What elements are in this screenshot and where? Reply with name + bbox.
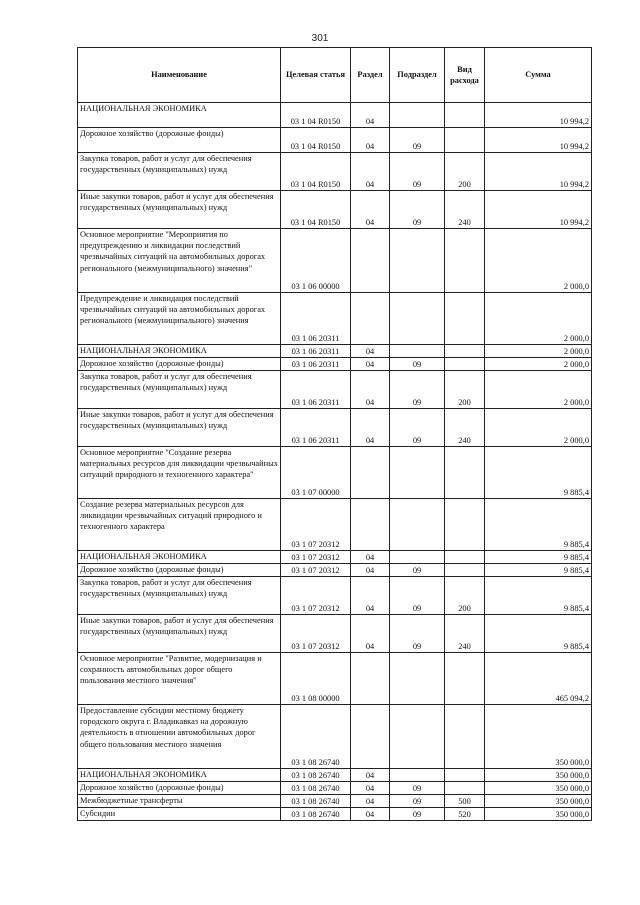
row-target: 03 1 04 R0150 <box>281 128 351 153</box>
row-subsection <box>390 229 445 293</box>
row-section <box>351 229 390 293</box>
row-amount: 350 000,0 <box>485 795 592 808</box>
row-name: Основное мероприятие "Мероприятия по предупреждению и ликвидации последствий чрезвычайных ситуаций на автомобильных дорогах регионального (межмуниципального) значения" <box>78 229 281 293</box>
row-subsection <box>390 345 445 358</box>
table-row <box>78 409 592 447</box>
header-amount: Сумма <box>485 48 592 103</box>
row-target: 03 1 06 20311 <box>281 345 351 358</box>
row-expense-type <box>445 128 485 153</box>
row-section <box>351 499 390 551</box>
table-row <box>78 358 592 371</box>
row-target: 03 1 08 26740 <box>281 705 351 769</box>
row-subsection: 09 <box>390 358 445 371</box>
row-subsection <box>390 705 445 769</box>
row-target: 03 1 04 R0150 <box>281 191 351 229</box>
table-row <box>78 653 592 705</box>
row-amount: 9 885,4 <box>485 615 592 653</box>
row-name: Межбюджетные трансферты <box>78 795 281 808</box>
row-expense-type <box>445 705 485 769</box>
row-name: Иные закупки товаров, работ и услуг для обеспечения государственных (муниципальных) нужд <box>78 409 281 447</box>
row-expense-type <box>445 358 485 371</box>
row-expense-type <box>445 564 485 577</box>
row-amount: 9 885,4 <box>485 577 592 615</box>
row-expense-type: 500 <box>445 795 485 808</box>
table-row <box>78 551 592 564</box>
row-expense-type <box>445 447 485 499</box>
row-expense-type: 200 <box>445 577 485 615</box>
row-subsection <box>390 653 445 705</box>
row-target: 03 1 04 R0150 <box>281 153 351 191</box>
row-target: 03 1 06 20311 <box>281 409 351 447</box>
row-amount: 2 000,0 <box>485 371 592 409</box>
row-target: 03 1 08 00000 <box>281 653 351 705</box>
row-name: Иные закупки товаров, работ и услуг для обеспечения государственных (муниципальных) нужд <box>78 615 281 653</box>
row-subsection <box>390 293 445 345</box>
row-amount: 10 994,2 <box>485 103 592 128</box>
row-subsection: 09 <box>390 808 445 821</box>
row-subsection: 09 <box>390 128 445 153</box>
row-section <box>351 705 390 769</box>
row-subsection: 09 <box>390 795 445 808</box>
row-amount: 9 885,4 <box>485 499 592 551</box>
table-row <box>78 103 592 128</box>
row-subsection: 09 <box>390 153 445 191</box>
row-target: 03 1 07 20312 <box>281 564 351 577</box>
table-row <box>78 191 592 229</box>
table-row <box>78 769 592 782</box>
row-name: НАЦИОНАЛЬНАЯ ЭКОНОМИКА <box>78 345 281 358</box>
row-amount: 10 994,2 <box>485 191 592 229</box>
row-target: 03 1 06 20311 <box>281 358 351 371</box>
row-name: Закупка товаров, работ и услуг для обеспечения государственных (муниципальных) нужд <box>78 577 281 615</box>
row-section: 04 <box>351 191 390 229</box>
row-amount: 9 885,4 <box>485 447 592 499</box>
row-section: 04 <box>351 795 390 808</box>
row-target: 03 1 07 20312 <box>281 615 351 653</box>
table-row <box>78 795 592 808</box>
table-row <box>78 128 592 153</box>
row-name: НАЦИОНАЛЬНАЯ ЭКОНОМИКА <box>78 551 281 564</box>
row-subsection: 09 <box>390 577 445 615</box>
row-amount: 9 885,4 <box>485 551 592 564</box>
row-amount: 350 000,0 <box>485 808 592 821</box>
table-row <box>78 293 592 345</box>
row-expense-type <box>445 293 485 345</box>
row-expense-type <box>445 653 485 705</box>
header-expense-type: Вид расхода <box>445 48 485 103</box>
row-expense-type: 200 <box>445 153 485 191</box>
row-expense-type <box>445 103 485 128</box>
row-subsection <box>390 769 445 782</box>
row-expense-type <box>445 769 485 782</box>
row-target: 03 1 06 20311 <box>281 293 351 345</box>
header-subsection: Подраздел <box>390 48 445 103</box>
row-amount: 2 000,0 <box>485 345 592 358</box>
row-section: 04 <box>351 358 390 371</box>
row-name: Предупреждение и ликвидация последствий чрезвычайных ситуаций на автомобильных дорогах регионального (межмуниципального) значения <box>78 293 281 345</box>
row-section: 04 <box>351 371 390 409</box>
header-target-article: Целевая статья <box>281 48 351 103</box>
row-section: 04 <box>351 345 390 358</box>
row-name: Дорожное хозяйство (дорожные фонды) <box>78 564 281 577</box>
row-subsection: 09 <box>390 371 445 409</box>
row-target: 03 1 07 00000 <box>281 447 351 499</box>
row-section: 04 <box>351 769 390 782</box>
row-section: 04 <box>351 103 390 128</box>
row-target: 03 1 08 26740 <box>281 795 351 808</box>
row-name: Закупка товаров, работ и услуг для обеспечения государственных (муниципальных) нужд <box>78 371 281 409</box>
row-amount: 2 000,0 <box>485 229 592 293</box>
row-amount: 10 994,2 <box>485 128 592 153</box>
row-subsection <box>390 551 445 564</box>
row-target: 03 1 07 20312 <box>281 577 351 615</box>
row-section: 04 <box>351 577 390 615</box>
row-expense-type <box>445 782 485 795</box>
row-section: 04 <box>351 153 390 191</box>
header-name: Наименование <box>78 48 281 103</box>
row-section <box>351 653 390 705</box>
row-subsection: 09 <box>390 191 445 229</box>
row-subsection <box>390 499 445 551</box>
row-expense-type: 240 <box>445 615 485 653</box>
table-row <box>78 371 592 409</box>
row-section: 04 <box>351 782 390 795</box>
row-target: 03 1 07 20312 <box>281 499 351 551</box>
table-row <box>78 345 592 358</box>
row-amount: 2 000,0 <box>485 358 592 371</box>
row-expense-type: 240 <box>445 191 485 229</box>
row-subsection: 09 <box>390 564 445 577</box>
row-name: Предоставление субсидии местному бюджету городского округа г. Владикавказ на дорожную деятельность в отношении автомобильных дорог общего пользования местного значения <box>78 705 281 769</box>
header-section: Раздел <box>351 48 390 103</box>
row-subsection: 09 <box>390 409 445 447</box>
row-expense-type <box>445 551 485 564</box>
row-name: НАЦИОНАЛЬНАЯ ЭКОНОМИКА <box>78 103 281 128</box>
table-row <box>78 808 592 821</box>
row-target: 03 1 07 20312 <box>281 551 351 564</box>
row-section: 04 <box>351 615 390 653</box>
row-section: 04 <box>351 564 390 577</box>
row-subsection <box>390 103 445 128</box>
row-expense-type <box>445 499 485 551</box>
table-row <box>78 577 592 615</box>
row-name: Иные закупки товаров, работ и услуг для обеспечения государственных (муниципальных) нужд <box>78 191 281 229</box>
budget-table <box>77 47 592 821</box>
table-row <box>78 564 592 577</box>
table-row <box>78 499 592 551</box>
table-row <box>78 229 592 293</box>
row-target: 03 1 08 26740 <box>281 808 351 821</box>
row-name: Закупка товаров, работ и услуг для обеспечения государственных (муниципальных) нужд <box>78 153 281 191</box>
row-name: Субсидии <box>78 808 281 821</box>
row-section: 04 <box>351 808 390 821</box>
page-number: 301 <box>311 33 329 44</box>
row-name: Основное мероприятие "Создание резерва материальных ресурсов для ликвидации чрезвычайных ситуаций природного и техногенного характера" <box>78 447 281 499</box>
row-section <box>351 447 390 499</box>
row-section: 04 <box>351 409 390 447</box>
row-amount: 2 000,0 <box>485 409 592 447</box>
table-row <box>78 447 592 499</box>
row-amount: 2 000,0 <box>485 293 592 345</box>
row-target: 03 1 06 00000 <box>281 229 351 293</box>
table-row <box>78 782 592 795</box>
table-row <box>78 153 592 191</box>
row-name: НАЦИОНАЛЬНАЯ ЭКОНОМИКА <box>78 769 281 782</box>
row-amount: 465 094,2 <box>485 653 592 705</box>
row-amount: 350 000,0 <box>485 705 592 769</box>
row-section <box>351 293 390 345</box>
row-amount: 350 000,0 <box>485 782 592 795</box>
row-section: 04 <box>351 551 390 564</box>
row-expense-type <box>445 229 485 293</box>
row-name: Дорожное хозяйство (дорожные фонды) <box>78 782 281 795</box>
row-target: 03 1 08 26740 <box>281 782 351 795</box>
table-row <box>78 615 592 653</box>
row-target: 03 1 08 26740 <box>281 769 351 782</box>
row-section: 04 <box>351 128 390 153</box>
row-subsection: 09 <box>390 615 445 653</box>
row-expense-type <box>445 345 485 358</box>
row-expense-type: 200 <box>445 371 485 409</box>
row-amount: 10 994,2 <box>485 153 592 191</box>
table-header-row <box>78 48 592 103</box>
row-amount: 350 000,0 <box>485 769 592 782</box>
row-name: Основное мероприятие "Развитие, модернизация и сохранность автомобильных дорог общего пользования местного значения" <box>78 653 281 705</box>
row-expense-type: 520 <box>445 808 485 821</box>
row-target: 03 1 04 R0150 <box>281 103 351 128</box>
row-expense-type: 240 <box>445 409 485 447</box>
table-row <box>78 705 592 769</box>
row-name: Дорожное хозяйство (дорожные фонды) <box>78 128 281 153</box>
row-name: Создание резерва материальных ресурсов для ликвидации чрезвычайных ситуаций природного и техногенного характера <box>78 499 281 551</box>
row-subsection <box>390 447 445 499</box>
row-target: 03 1 06 20311 <box>281 371 351 409</box>
row-name: Дорожное хозяйство (дорожные фонды) <box>78 358 281 371</box>
row-amount: 9 885,4 <box>485 564 592 577</box>
row-subsection: 09 <box>390 782 445 795</box>
